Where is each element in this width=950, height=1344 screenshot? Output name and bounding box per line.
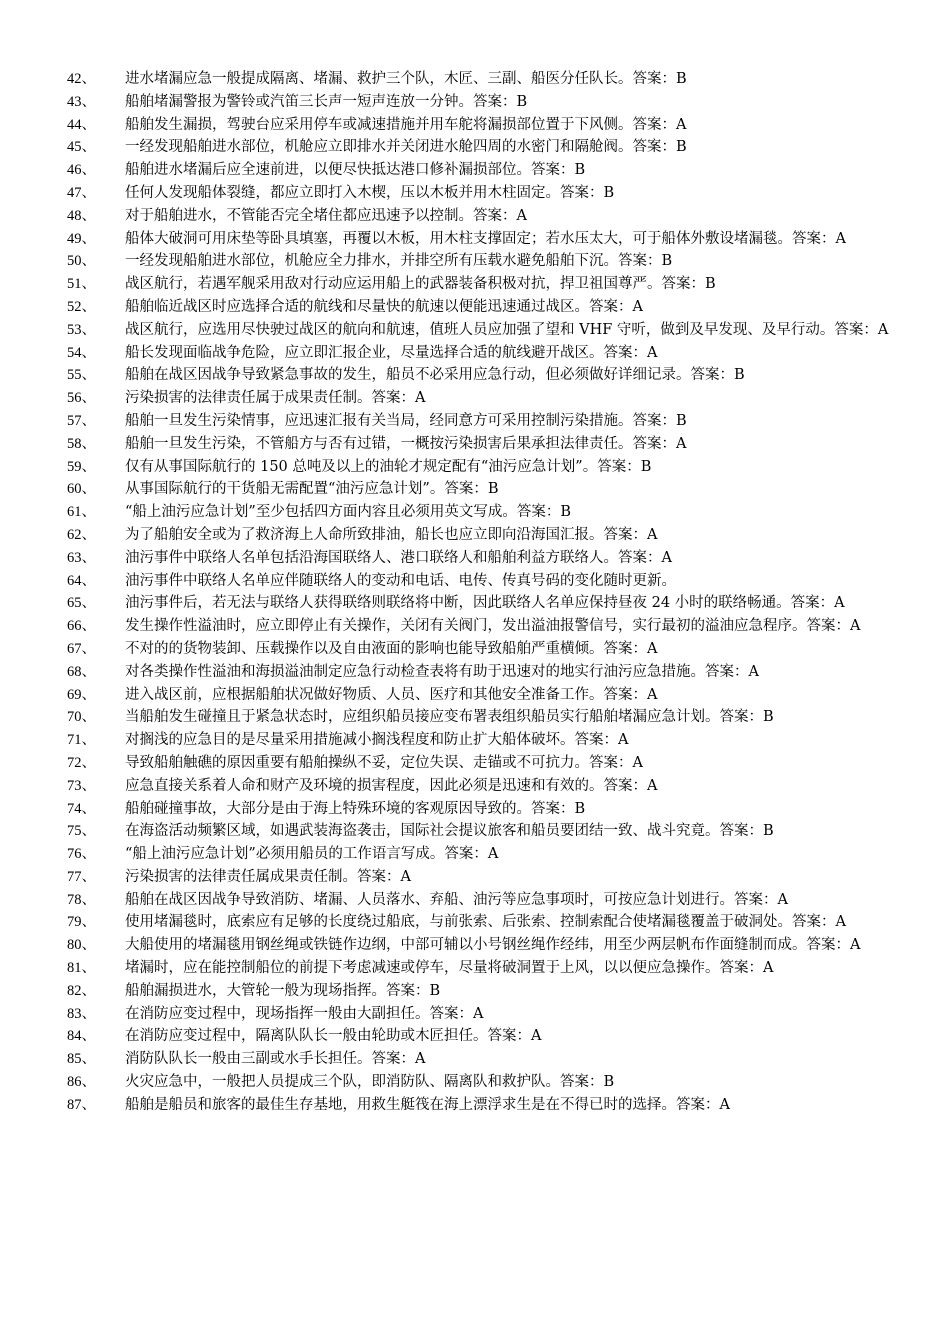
question-number: 85、 <box>67 1051 96 1068</box>
question-item <box>67 570 910 593</box>
question-item <box>67 775 910 798</box>
question-item <box>67 729 910 752</box>
question-text: 污染损害的法律责任属成果责任制。答案：A <box>125 868 411 885</box>
question-text: 当船舶发生碰撞且于紧急状态时，应组织船员接应变布署表组织船员实行船舶堵漏应急计划。答案：B <box>125 709 774 726</box>
question-text: 船长发现面临战争危险，应立即汇报企业，尽量选择合适的航线避开战区。答案：A <box>125 344 658 361</box>
question-number: 54、 <box>67 344 96 361</box>
question-text: 对搁浅的应急目的是尽量采用措施减小搁浅程度和防止扩大船体破坏。答案：A <box>125 732 629 749</box>
question-text: 船舶一旦发生污染，不管船方与否有过错，一概按污染损害后果承担法律责任。答案：A <box>125 435 687 452</box>
question-item <box>67 798 910 821</box>
question-text: 船舶堵漏警报为警铃或汽笛三长声一短声连放一分钟。答案：B <box>125 93 528 110</box>
question-item <box>67 273 910 296</box>
question-item <box>67 592 910 615</box>
question-item <box>67 1071 910 1094</box>
question-item <box>67 752 910 775</box>
question-text: 为了船舶安全或为了救济海上人命所致排油，船长也应立即向沿海国汇报。答案：A <box>125 526 658 543</box>
question-item <box>67 661 910 684</box>
question-text: 一经发现船舶进水部位，机舱应立即排水并关闭进水舱四周的水密门和隔舱阀。答案：B <box>125 139 687 156</box>
question-text: 船舶是船员和旅客的最佳生存基地，用救生艇筏在海上漂浮求生是在不得已时的选择。答案：A <box>125 1096 730 1113</box>
question-item <box>67 1094 910 1117</box>
question-item <box>67 524 910 547</box>
question-number: 73、 <box>67 777 96 794</box>
question-text: 油污事件中联络人名单包括沿海国联络人、港口联络人和船舶利益方联络人。答案：A <box>125 549 672 566</box>
question-item <box>67 114 910 137</box>
question-text: 消防队队长一般由三副或水手长担任。答案：A <box>125 1051 426 1068</box>
question-number: 78、 <box>67 891 96 908</box>
question-item <box>67 456 910 479</box>
question-number: 61、 <box>67 504 96 521</box>
question-item <box>67 433 910 456</box>
question-text: 使用堵漏毯时，底索应有足够的长度绕过船底，与前张索、后张索、控制索配合使堵漏毯覆盖于破洞处。答案：A <box>125 914 846 931</box>
question-text: 导致船舶触礁的原因重要有船舶操纵不妥，定位失误、走锚或不可抗力。答案：A <box>125 754 643 771</box>
question-item <box>67 228 910 251</box>
question-item <box>67 843 910 866</box>
question-item <box>67 250 910 273</box>
question-item <box>67 387 910 410</box>
question-number: 52、 <box>67 298 96 315</box>
question-number: 44、 <box>67 116 96 133</box>
question-number: 50、 <box>67 253 96 270</box>
question-text: 不对的的货物装卸、压载操作以及自由液面的影响也能导致船舶严重横倾。答案：A <box>125 640 658 657</box>
question-number: 81、 <box>67 960 96 977</box>
question-text: 船舶进水堵漏后应全速前进，以便尽快抵达港口修补漏损部位。答案：B <box>125 162 586 179</box>
question-number: 55、 <box>67 367 96 384</box>
question-number: 86、 <box>67 1074 96 1091</box>
question-item <box>67 615 910 638</box>
question-list <box>67 68 910 1117</box>
question-item <box>67 68 910 91</box>
question-number: 53、 <box>67 321 96 338</box>
question-number: 66、 <box>67 618 96 635</box>
question-text: 堵漏时，应在能控制船位的前提下考虑减速或停车，尽量将破洞置于上风，以以便应急操作。答案：A <box>125 960 774 977</box>
question-item <box>67 889 910 912</box>
question-item <box>67 934 910 957</box>
question-number: 83、 <box>67 1005 96 1022</box>
question-item <box>67 182 910 205</box>
question-number: 65、 <box>67 595 96 612</box>
question-number: 42、 <box>67 71 96 87</box>
question-item <box>67 410 910 433</box>
question-item <box>67 1025 910 1048</box>
question-item <box>67 342 910 365</box>
question-number: 71、 <box>67 732 96 749</box>
question-number: 56、 <box>67 390 96 407</box>
question-text: 船舶一旦发生污染情事，应迅速汇报有关当局，经同意方可采用控制污染措施。答案：B <box>125 412 687 429</box>
question-text: “船上油污应急计划”必须用船员的工作语言写成。答案：A <box>125 846 499 863</box>
question-item <box>67 319 910 342</box>
question-text: 船舶临近战区时应选择合适的航线和尽量快的航速以便能迅速通过战区。答案：A <box>125 298 643 315</box>
question-text: 进入战区前，应根据船舶状况做好物质、人员、医疗和其他安全准备工作。答案：A <box>125 686 658 703</box>
question-number: 69、 <box>67 686 96 703</box>
question-text: 船舶在战区因战争导致消防、堵漏、人员落水、弃船、油污等应急事项时，可按应急计划进行。答案：A <box>125 891 788 908</box>
question-text: 油污事件后，若无法与联络人获得联络则联络将中断，因此联络人名单应保持昼夜 24 小时的联络畅通。答案：A <box>125 595 845 612</box>
question-item <box>67 684 910 707</box>
question-number: 60、 <box>67 481 96 498</box>
question-item <box>67 638 910 661</box>
question-number: 58、 <box>67 435 96 452</box>
question-text: 一经发现船舶进水部位，机舱应全力排水，并排空所有压载水避免船舶下沉。答案：B <box>125 253 673 270</box>
question-text: 在海盗活动频繁区域，如遇武装海盗袭击，国际社会提议旅客和船员要团结一致、战斗究竟。答案：B <box>125 823 774 840</box>
question-number: 57、 <box>67 412 96 429</box>
question-number: 77、 <box>67 868 96 885</box>
question-item <box>67 820 910 843</box>
question-text: 进水堵漏应急一般提成隔离、堵漏、救护三个队，木匠、三副、船医分任队长。答案：B <box>125 71 687 87</box>
question-item <box>67 296 910 319</box>
question-number: 70、 <box>67 709 96 726</box>
question-item <box>67 91 910 114</box>
question-number: 87、 <box>67 1096 96 1113</box>
question-number: 67、 <box>67 640 96 657</box>
question-number: 79、 <box>67 914 96 931</box>
question-item <box>67 501 910 524</box>
question-text: 船舶漏损进水，大管轮一般为现场指挥。答案：B <box>125 982 441 999</box>
question-number: 64、 <box>67 572 96 589</box>
question-item <box>67 911 910 934</box>
question-text: 船体大破洞可用床垫等卧具填塞，再覆以木板，用木柱支撑固定；若水压太大，可于船体外敷设堵漏毯。答案：A <box>125 230 846 247</box>
question-number: 51、 <box>67 276 96 293</box>
question-text: 污染损害的法律责任属于成果责任制。答案：A <box>125 390 426 407</box>
question-text: 任何人发现船体裂缝，都应立即打入木楔，压以木板并用木柱固定。答案：B <box>125 184 615 201</box>
question-number: 49、 <box>67 230 96 247</box>
question-number: 76、 <box>67 846 96 863</box>
question-number: 72、 <box>67 754 96 771</box>
question-number: 63、 <box>67 549 96 566</box>
question-number: 84、 <box>67 1028 96 1045</box>
question-number: 47、 <box>67 184 96 201</box>
question-item <box>67 1048 910 1071</box>
question-number: 74、 <box>67 800 96 817</box>
question-item <box>67 478 910 501</box>
question-text: 从事国际航行的干货船无需配置“油污应急计划”。答案：B <box>125 481 499 498</box>
question-number: 43、 <box>67 93 96 110</box>
question-item <box>67 547 910 570</box>
question-text: 战区航行，若遇军舰采用敌对行动应运用船上的武器装备积极对抗，捍卫祖国尊严。答案：B <box>125 276 716 293</box>
question-number: 59、 <box>67 458 96 475</box>
question-text: 对于船舶进水，不管能否完全堵住都应迅速予以控制。答案：A <box>125 207 527 224</box>
question-item <box>67 1003 910 1026</box>
question-text: 应急直接关系着人命和财产及环境的损害程度，因此必须是迅速和有效的。答案：A <box>125 777 658 794</box>
question-text: 火灾应急中，一般把人员提成三个队，即消防队、隔离队和救护队。答案：B <box>125 1074 615 1091</box>
question-text: 油污事件中联络人名单应伴随联络人的变动和电话、电传、传真号码的变化随时更新。 <box>125 572 676 589</box>
question-text: 仅有从事国际航行的 150 总吨及以上的油轮才规定配有“油污应急计划”。答案：B <box>125 458 652 475</box>
question-text: 发生操作性溢油时，应立即停止有关操作，关闭有关阀门，发出溢油报警信号，实行最初的溢油应急程序。答案：A <box>125 618 861 635</box>
question-text: “船上油污应急计划”至少包括四方面内容且必须用英文写成。答案：B <box>125 504 571 521</box>
question-text: 战区航行，应选用尽快驶过战区的航向和航速，值班人员应加强了望和 VHF 守听，做到及早发现、及早行动。答案：A <box>125 321 889 338</box>
question-number: 48、 <box>67 207 96 224</box>
question-item <box>67 205 910 228</box>
question-text: 船舶发生漏损，驾驶台应采用停车或减速措施并用车舵将漏损部位置于下风侧。答案：A <box>125 116 687 133</box>
question-item <box>67 980 910 1003</box>
question-text: 在消防应变过程中，隔离队队长一般由轮助或木匠担任。答案：A <box>125 1028 542 1045</box>
question-item <box>67 957 910 980</box>
question-text: 船舶在战区因战争导致紧急事故的发生，船员不必采用应急行动，但必须做好详细记录。答案：B <box>125 367 745 384</box>
question-number: 68、 <box>67 663 96 680</box>
question-text: 大船使用的堵漏毯用钢丝绳或铁链作边纲，中部可辅以小号钢丝绳作经纬，用至少两层帆布作面缝制而成。答案：A <box>125 937 861 954</box>
question-number: 62、 <box>67 526 96 543</box>
question-item <box>67 706 910 729</box>
question-number: 75、 <box>67 823 96 840</box>
question-text: 在消防应变过程中，现场指挥一般由大副担任。答案：A <box>125 1005 484 1022</box>
question-number: 45、 <box>67 139 96 156</box>
question-text: 对各类操作性溢油和海损溢油制定应急行动检查表将有助于迅速对的地实行油污应急措施。答案：A <box>125 663 759 680</box>
question-item <box>67 159 910 182</box>
question-number: 46、 <box>67 162 96 179</box>
question-number: 82、 <box>67 982 96 999</box>
question-number: 80、 <box>67 937 96 954</box>
question-text: 船舶碰撞事故，大部分是由于海上特殊环境的客观原因导致的。答案：B <box>125 800 586 817</box>
question-item <box>67 136 910 159</box>
question-item <box>67 364 910 387</box>
question-item <box>67 866 910 889</box>
